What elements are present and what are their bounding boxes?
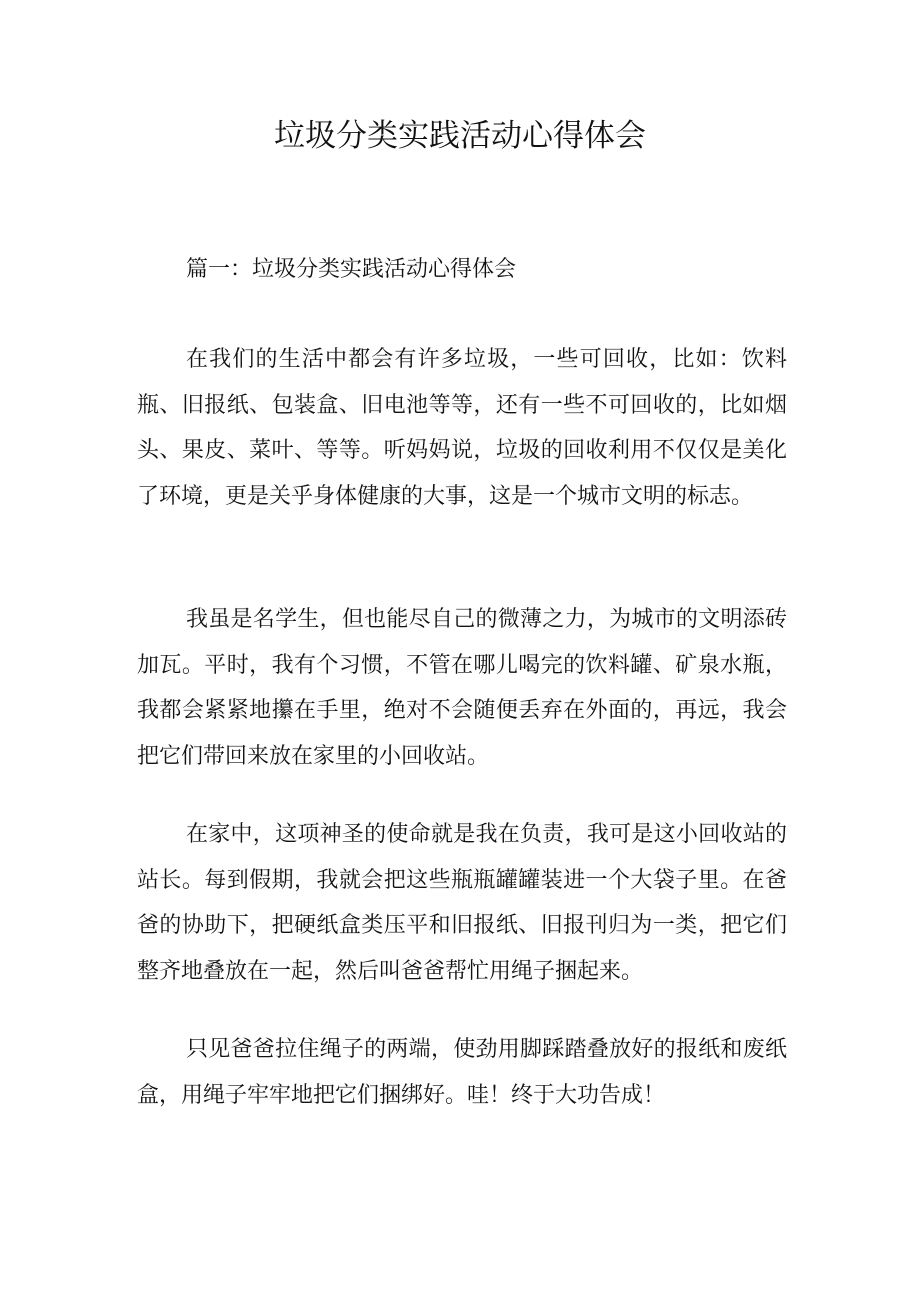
paragraph: 只见爸爸拉住绳子的两端，使劲用脚踩踏叠放好的报纸和废纸盒，用绳子牢牢地把它们捆绑好。哇！终于大功告成！ [137, 1037, 787, 1108]
document-title: 垃圾分类实践活动心得体会 [274, 118, 646, 154]
paragraph: 我虽是名学生，但也能尽自己的微薄之力，为城市的文明添砖加瓦。平时，我有个习惯，不管在哪儿喝完的饮料罐、矿泉水瓶，我都会紧紧地攥在手里，绝对不会随便丢弃在外面的，再远，我会把它们带回来放在家里的小回收站。 [137, 607, 787, 769]
paragraph: 在我们的生活中都会有许多垃圾，一些可回收，比如：饮料瓶、旧报纸、包装盒、旧电池等等，还有一些不可回收的，比如烟头、果皮、菜叶、等等。听妈妈说，垃圾的回收利用不仅仅是美化了环境，更是关乎身体健康的大事，这是一个城市文明的标志。 [137, 347, 787, 509]
paragraph: 在家中，这项神圣的使命就是我在负责，我可是这小回收站的站长。每到假期，我就会把这些瓶瓶罐罐装进一个大袋子里。在爸爸的协助下，把硬纸盒类压平和旧报纸、旧报刊归为一类，把它们整齐地叠放在一起，然后叫爸爸帮忙用绳子捆起来。 [137, 822, 787, 984]
section-heading: 篇一：垃圾分类实践活动心得体会 [186, 257, 517, 282]
